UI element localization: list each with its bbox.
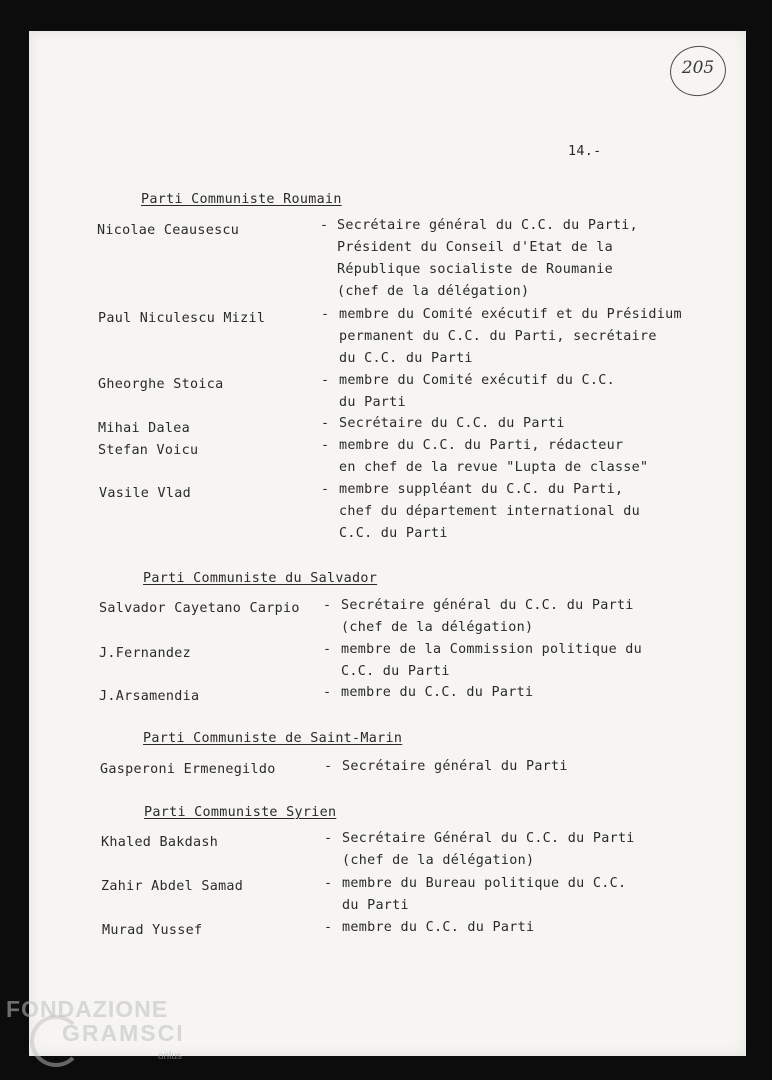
- member-role-line: membre du Comité exécutif et du Présidium: [339, 307, 682, 322]
- member-role-line: Secrétaire général du Parti: [342, 759, 568, 774]
- dash: -: [323, 685, 332, 700]
- member-name: Gheorghe Stoica: [98, 377, 224, 392]
- member-name: Khaled Bakdash: [101, 835, 219, 850]
- dash: -: [321, 373, 330, 388]
- member-role-line: (chef de la délégation): [337, 284, 530, 299]
- watermark-line3: onlus: [158, 1051, 182, 1062]
- member-role-line: membre du Bureau politique du C.C.: [342, 876, 627, 891]
- member-role-line: en chef de la revue "Lupta de classe": [339, 460, 649, 475]
- member-role-line: chef du département international du: [339, 504, 641, 519]
- member-name: Murad Yussef: [102, 923, 203, 938]
- handwritten-folio-number: 205: [681, 58, 715, 78]
- member-role-line: Secrétaire Général du C.C. du Parti: [342, 831, 635, 846]
- member-name: Stefan Voicu: [98, 443, 199, 458]
- dash: -: [320, 218, 329, 233]
- member-role-line: (chef de la délégation): [341, 620, 534, 635]
- member-role-line: membre du C.C. du Parti, rédacteur: [339, 438, 624, 453]
- member-name: J.Fernandez: [99, 646, 191, 661]
- section-heading-syrien: Parti Communiste Syrien: [144, 805, 337, 820]
- member-role-line: permanent du C.C. du Parti, secrétaire: [339, 329, 657, 344]
- member-role-line: du C.C. du Parti: [339, 351, 473, 366]
- dash: -: [321, 438, 330, 453]
- member-name: Salvador Cayetano Carpio: [99, 601, 300, 616]
- member-name: Vasile Vlad: [99, 486, 191, 501]
- member-name: Nicolae Ceausescu: [97, 223, 240, 238]
- member-role-line: membre suppléant du C.C. du Parti,: [339, 482, 624, 497]
- watermark-line2: GRAMSCI: [62, 1020, 185, 1046]
- dash: -: [321, 482, 330, 497]
- member-role-line: C.C. du Parti: [339, 526, 448, 541]
- member-role-line: Secrétaire général du C.C. du Parti,: [337, 218, 639, 233]
- member-role-line: membre de la Commission politique du: [341, 642, 643, 657]
- dash: -: [324, 920, 333, 935]
- member-name: Gasperoni Ermenegildo: [100, 762, 276, 777]
- member-role-line: membre du C.C. du Parti: [341, 685, 534, 700]
- member-name: Paul Niculescu Mizil: [98, 311, 266, 326]
- member-role-line: (chef de la délégation): [342, 853, 535, 868]
- member-role-line: Secrétaire général du C.C. du Parti: [341, 598, 634, 613]
- member-role-line: C.C. du Parti: [341, 664, 450, 679]
- dash: -: [324, 759, 333, 774]
- member-role-line: Secrétaire du C.C. du Parti: [339, 416, 565, 431]
- member-name: Mihai Dalea: [98, 421, 190, 436]
- page-number: 14.-: [568, 144, 602, 159]
- watermark-line1: FONDAZIONE: [6, 996, 169, 1022]
- dash: -: [323, 598, 332, 613]
- dash: -: [321, 307, 330, 322]
- member-name: J.Arsamendia: [99, 689, 200, 704]
- member-role-line: membre du Comité exécutif du C.C.: [339, 373, 615, 388]
- dash: -: [323, 642, 332, 657]
- dash: -: [321, 416, 330, 431]
- dash: -: [324, 831, 333, 846]
- member-role-line: Président du Conseil d'Etat de la: [337, 240, 613, 255]
- member-name: Zahir Abdel Samad: [101, 879, 244, 894]
- member-role-line: République socialiste de Roumanie: [337, 262, 613, 277]
- dash: -: [324, 876, 333, 891]
- section-heading-roumain: Parti Communiste Roumain: [141, 192, 342, 207]
- member-role-line: du Parti: [339, 395, 406, 410]
- section-heading-saint-marin: Parti Communiste de Saint-Marin: [143, 731, 403, 746]
- member-role-line: du Parti: [342, 898, 409, 913]
- member-role-line: membre du C.C. du Parti: [342, 920, 535, 935]
- section-heading-salvador: Parti Communiste du Salvador: [143, 571, 378, 586]
